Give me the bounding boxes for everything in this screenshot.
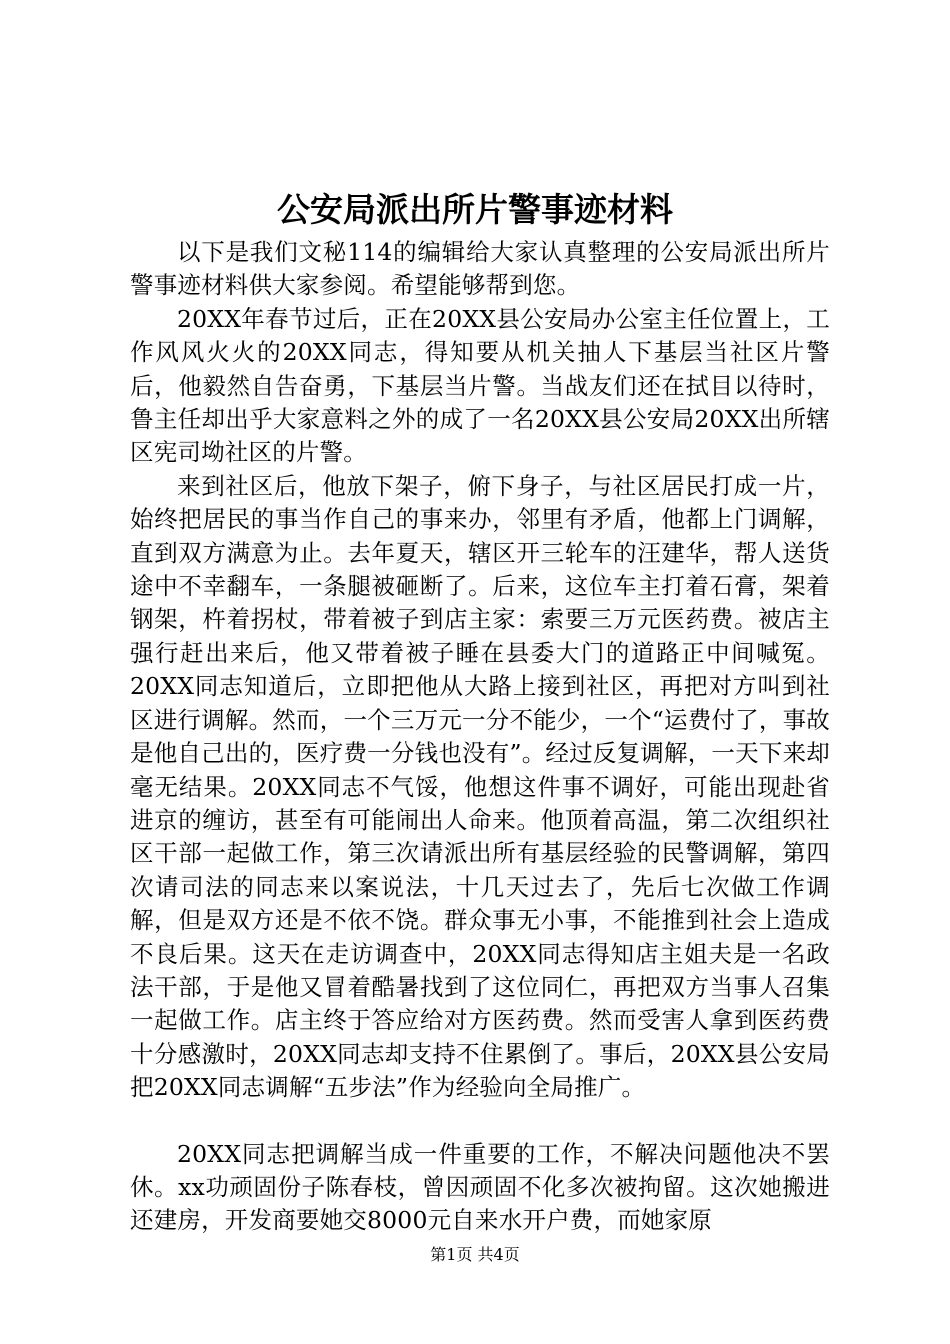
document-body: [130, 236, 830, 1238]
document-title: 公安局派出所片警事迹材料: [277, 190, 673, 229]
paragraph-mediation-case: 来到社区后，他放下架子，俯下身子，与社区居民打成一片，始终把居民的事当作自己的事来办，邻里有矛盾，他都上门调解，直到双方满意为止。去年夏天，辖区开三轮车的汪建华，帮人送货途中不幸翻车，一条腿被砸断了。后来，这位车主打着石膏，架着钢架，杵着拐杖，带着被子到店主家：索要三万元医药费。被店主强行赶出来后，他又带着被子睡在县委大门的道路正中间喊冤。20XX同志知道后，立即把他从大路上接到社区，再把对方叫到社区进行调解。然而，一个三万元一分不能少，一个“运费付了，事故是他自己出的，医疗费一分钱也没有”。经过反复调解，一天下来却毫无结果。20XX同志不气馁，他想这件事不调好，可能出现赴省进京的缠访，甚至有可能闹出人命来。他顶着高温，第二次组织社区干部一起做工作，第三次请派出所有基层经验的民警调解，第四次请司法的同志来以案说法，十几天过去了，先后七次做工作调解，但是双方还是不依不饶。群众事无小事，不能推到社会上造成不良后果。这天在走访调查中，20XX同志得知店主姐夫是一名政法干部，于是他又冒着酷暑找到了这位同仁，再把双方当事人召集一起做工作。店主终于答应给对方医药费。然而受害人拿到医药费十分感激时，20XX同志却支持不住累倒了。事后，20XX县公安局把20XX同志调解“五步法”作为经验向全局推广。: [130, 471, 830, 1102]
paragraph-background: 20XX年春节过后，正在20XX县公安局办公室主任位置上，工作风风火火的20XX同志，得知要从机关抽人下基层当社区片警后，他毅然自告奋勇，下基层当片警。当战友们还在拭目以待时，鲁主任却出乎大家意料之外的成了一名20XX县公安局20XX出所辖区宪司坳社区的片警。: [130, 304, 830, 467]
paragraph-continuation: 20XX同志把调解当成一件重要的工作，不解决问题他决不罢休。xx功顽固份子陈春枝，曾因顽固不化多次被拘留。这次她搬进还建房，开发商要她交8000元自来水开户费，而她家原: [130, 1139, 830, 1235]
paragraph-intro: 以下是我们文秘114的编辑给大家认真整理的公安局派出所片警事迹材料供大家参阅。希望能够帮到您。: [130, 238, 830, 300]
page-footer: 第1页 共4页: [430, 1245, 520, 1264]
